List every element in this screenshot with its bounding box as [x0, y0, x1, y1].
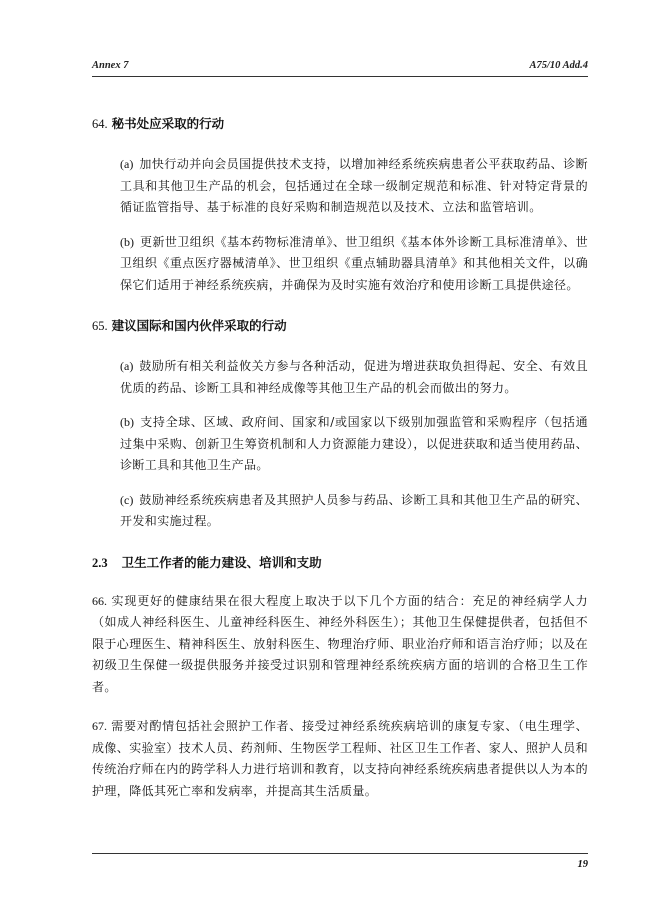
item-65c	[120, 490, 588, 533]
item-65a-text: 鼓励所有相关利益攸关方参与各种活动，促进为增进获取负担得起、安全、有效且优质的药品、诊断工具和神经成像等其他卫生产品的机会而做出的努力。	[120, 359, 588, 395]
heading-64	[92, 114, 588, 134]
item-64a-text: 加快行动并向会员国提供技术支持，以增加神经系统疾病患者公平获取药品、诊断工具和其他卫生产品的机会，包括通过在全球一级制定规范和标准、针对特定背景的循证监管指导、基于标准的良好采购和制造规范以及技术、立法和监管培训。	[120, 157, 588, 214]
paragraph-67	[92, 716, 588, 802]
item-64b	[120, 232, 588, 297]
item-64a	[120, 154, 588, 219]
item-64b-label: (b)	[120, 234, 134, 249]
section-2-3-heading	[92, 553, 588, 573]
page-number: 19	[577, 859, 588, 870]
item-65a-label: (a)	[120, 359, 134, 373]
item-65b-text: 支持全球、区域、政府间、国家和/或国家以下级别加强监管和采购程序（包括通过集中采购、创新卫生筹资机制和人力资源能力建设），以促进获取和适当使用药品、诊断工具和其他卫生产品。	[120, 415, 588, 472]
paragraph-66-number: 66.	[92, 593, 107, 608]
heading-65-number: 65.	[92, 319, 108, 333]
header-rule	[92, 76, 588, 77]
item-65c-text: 鼓励神经系统疾病患者及其照护人员参与药品、诊断工具和其他卫生产品的研究、开发和实施过程。	[120, 492, 588, 528]
header-annex-label: Annex 7	[92, 60, 129, 71]
item-64b-text: 更新世卫组织《基本药物标准清单》、世卫组织《基本体外诊断工具标准清单》、世卫组织《重点医疗器械清单》、世卫组织《重点辅助器具清单》和其他相关文件，以确保它们适用于神经系统疾病，并确保为及时实施有效治疗和使用诊断工具提供途径。	[120, 234, 588, 292]
paragraph-67-text: 需要对酌情包括社会照护工作者、接受过神经系统疾病培训的康复专家、（电生理学、成像、实验室）技术人员、药剂师、生物医学工程师、社区卫生工作者、家人、照护人员和传统治疗师在内的跨学科人力进行培训和教育，以支持向神经系统疾病患者提供以人为本的护理，降低其死亡率和发病率，并提高其生活质量。	[92, 719, 589, 798]
item-65a	[120, 356, 588, 399]
paragraph-66-text: 实现更好的健康结果在很大程度上取决于以下几个方面的结合：充足的神经病学人力（如成人神经科医生、儿童神经科医生、神经外科医生）；其他卫生保健提供者，包括但不限于心理医生、精神科医生、放射科医生、物理治疗师、职业治疗师和语言治疗师；以及在初级卫生保健一级提供服务并接受过识别和管理神经系统疾病方面的培训的合格卫生工作者。	[92, 593, 589, 694]
footer-rule	[92, 853, 588, 854]
heading-64-title: 秘书处应采取的行动	[111, 116, 225, 131]
item-65c-label: (c)	[120, 492, 134, 507]
item-65b	[120, 412, 588, 477]
heading-65	[92, 316, 588, 336]
header-document-code: A75/10 Add.4	[529, 60, 588, 71]
item-65b-label: (b)	[120, 415, 134, 429]
heading-65-title: 建议国际和国内伙伴采取的行动	[111, 318, 287, 333]
paragraph-67-number: 67.	[92, 719, 107, 733]
paragraph-66	[92, 591, 588, 699]
section-2-3-number: 2.3	[92, 555, 108, 570]
item-64a-label: (a)	[120, 157, 134, 171]
page-body	[92, 114, 588, 802]
running-header	[92, 60, 588, 74]
section-2-3-title: 卫生工作者的能力建设、培训和支助	[121, 554, 322, 570]
heading-64-number: 64.	[92, 117, 108, 131]
